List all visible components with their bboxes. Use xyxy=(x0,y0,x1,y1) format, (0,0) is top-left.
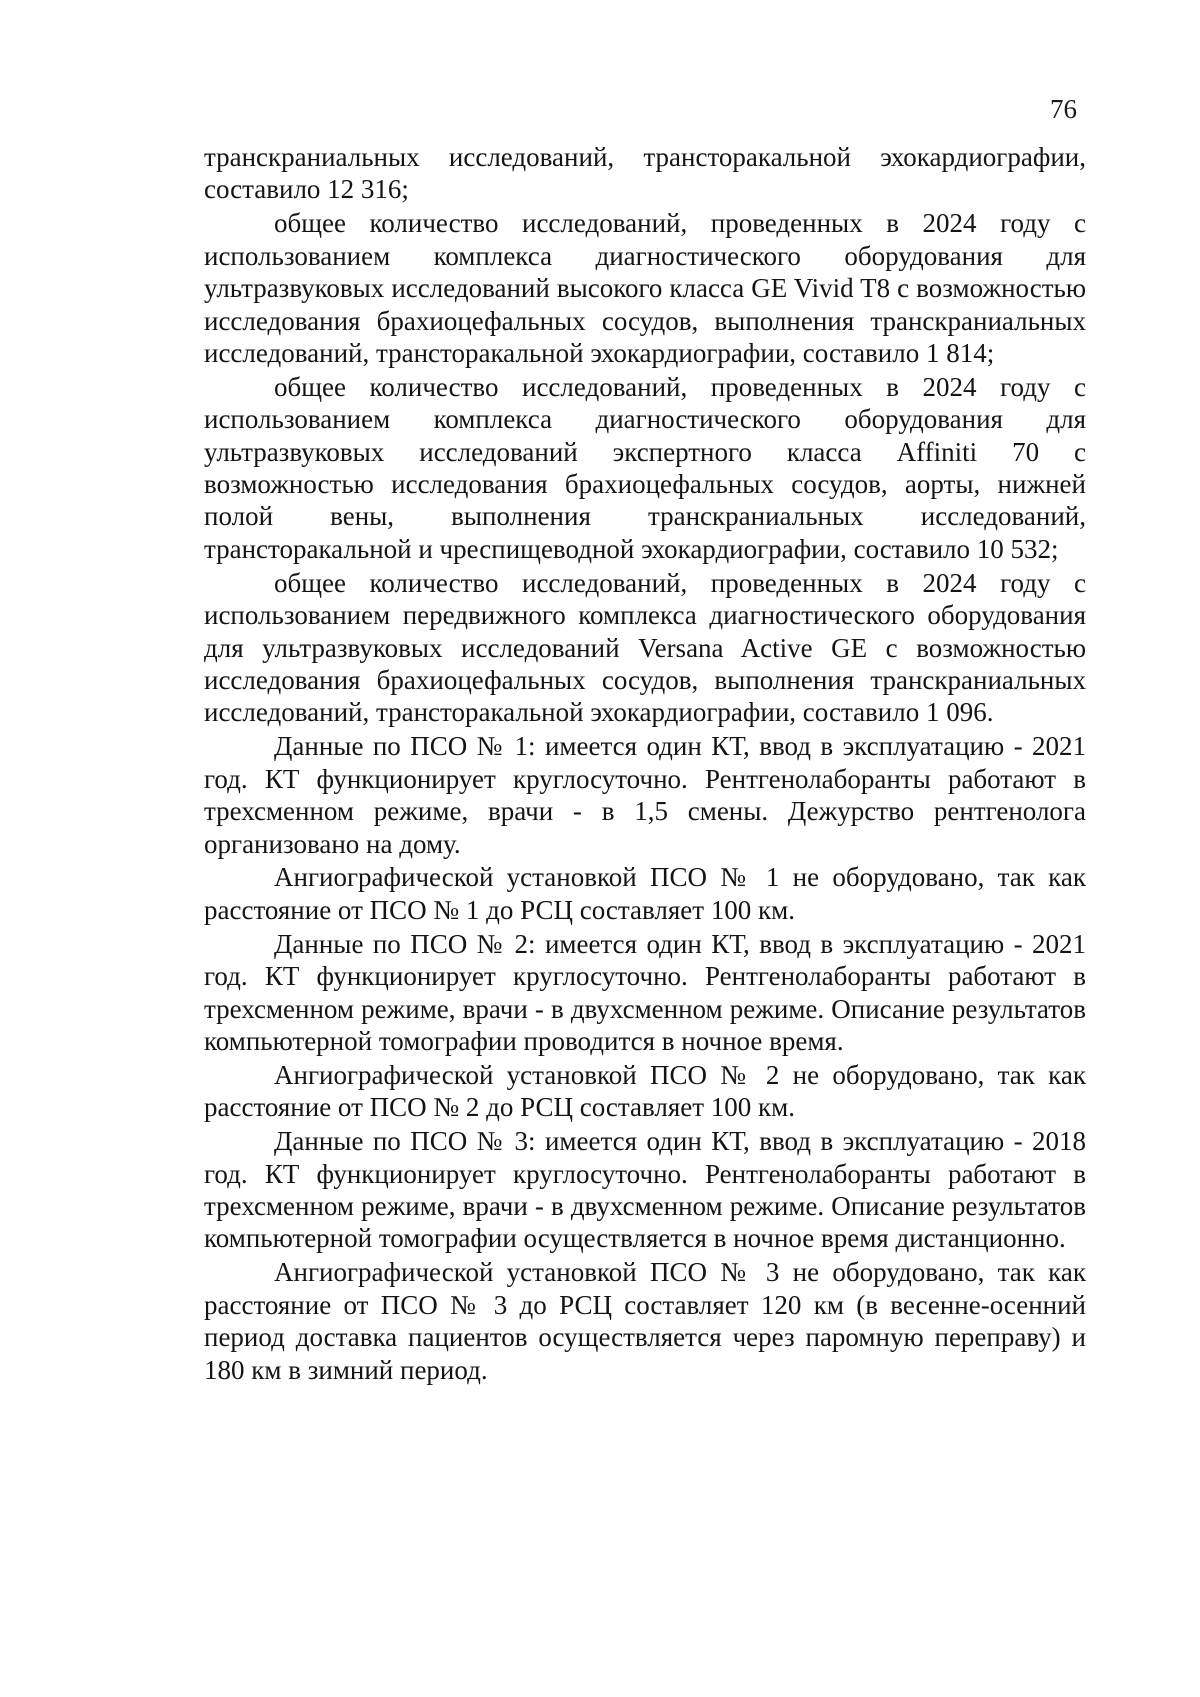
paragraph-2: общее количество исследований, проведенных в 2024 году с использованием комплекса диагностического оборудования для ультразвуковых исследований высокого класса GE Vivid T8 с возможностью исследования брахиоцефальных сосудов, выполнения транскраниальных исследований, трансторакальной эхокардиографии, составило 1 814; xyxy=(204,208,1086,368)
paragraph-3: общее количество исследований, проведенных в 2024 году с использованием комплекса диагностического оборудования для ультразвуковых исследований экспертного класса Affiniti 70 с возможностью исследования брахиоцефальных сосудов, аорты, нижней полой вены, выполнения транскраниальных исследований, трансторакальной и чреспищеводной эхокардиографии, составило 10 532; xyxy=(204,371,1086,564)
paragraph-1: транскраниальных исследований, трансторакальной эхокардиографии, составило 12 316; xyxy=(204,142,1086,205)
paragraph-9: Данные по ПСО № 3: имеется один КТ, ввод в эксплуатацию - 2018 год. КТ функционирует круглосуточно. Рентгенолаборанты работают в трехсменном режиме, врачи - в двухсменном режиме. Описание результатов компьютерной томографии осуществляется в ночное время дистанционно. xyxy=(204,1126,1086,1254)
paragraph-4: общее количество исследований, проведенных в 2024 году с использованием передвижного комплекса диагностического оборудования для ультразвуковых исследований Versana Active GE с возможностью исследования брахиоцефальных сосудов, выполнения транскраниальных исследований, трансторакальной эхокардиографии, составило 1 096. xyxy=(204,567,1086,728)
document-body xyxy=(204,141,1086,1386)
paragraph-5: Данные по ПСО № 1: имеется один КТ, ввод в эксплуатацию - 2021 год. КТ функционирует круглосуточно. Рентгенолаборанты работают в трехсменном режиме, врачи - в 1,5 смены. Дежурство рентгенолога организовано на дому. xyxy=(204,731,1086,859)
page-number: 76 xyxy=(1050,94,1077,124)
paragraph-10: Ангиографической установкой ПСО № 3 не оборудовано, так как расстояние от ПСО № 3 до РСЦ составляет 120 км (в весенне-осенний период доставка пациентов осуществляется через паромную переправу) и 180 км в зимний период. xyxy=(204,1257,1086,1385)
paragraph-8: Ангиографической установкой ПСО № 2 не оборудовано, так как расстояние от ПСО № 2 до РСЦ составляет 100 км. xyxy=(204,1059,1086,1123)
paragraph-7: Данные по ПСО № 2: имеется один КТ, ввод в эксплуатацию - 2021 год. КТ функционирует круглосуточно. Рентгенолаборанты работают в трехсменном режиме, врачи - в двухсменном режиме. Описание результатов компьютерной томографии проводится в ночное время. xyxy=(204,928,1086,1056)
paragraph-6: Ангиографической установкой ПСО № 1 не оборудовано, так как расстояние от ПСО № 1 до РСЦ составляет 100 км. xyxy=(204,862,1086,925)
